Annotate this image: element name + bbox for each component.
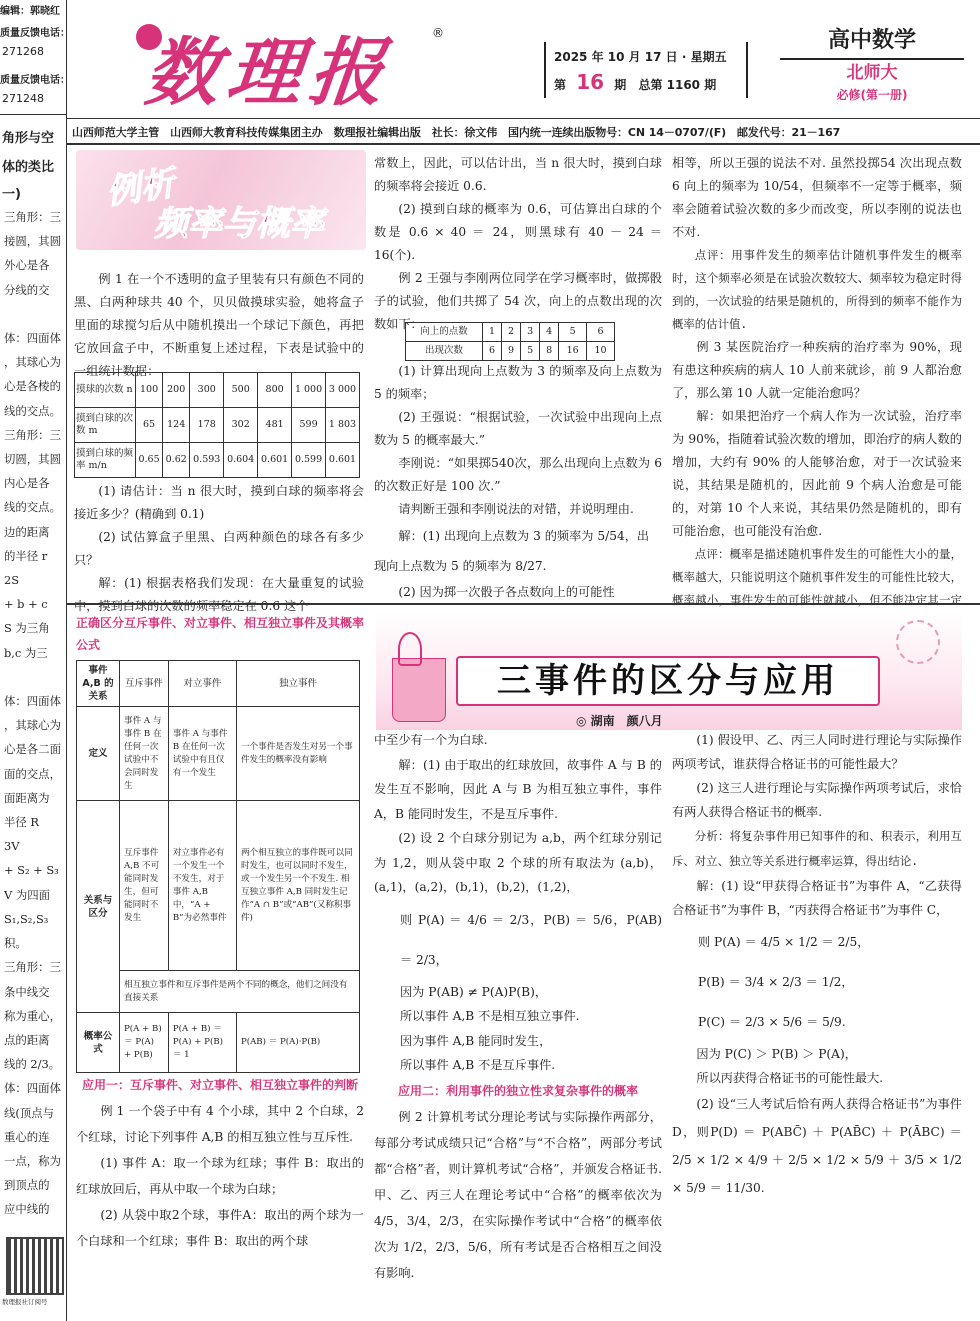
prob-a: 则 P(A) ＝ 4/5 × 1/2 ＝ 2/5，	[698, 935, 870, 949]
section2-banner	[376, 612, 962, 730]
example-2-q4: 请判断王强和李刚说法的对错，并说明理由.	[398, 502, 634, 516]
section1-column-c	[672, 152, 962, 607]
prob-b: P(B) ＝ 3/4 × 2/3 ＝ 1/2，	[698, 975, 854, 989]
stats-cell: 1 000	[292, 373, 326, 408]
stats-row	[75, 373, 360, 408]
stats-row-label: 摸球的次数 n	[75, 373, 136, 408]
application-1-heading: 应用一：互斥事件、对立事件、相互独立事件的判断	[81, 1078, 358, 1092]
summary-box-title: 正确区分互斥事件、对立事件、相互独立事件及其概率公式	[76, 616, 365, 652]
example-1-q2: (2) 试估算盒子里黑、白两种颜色的球各有多少只？	[74, 530, 364, 567]
side-text-line: 面的交点，	[4, 766, 61, 781]
dice-face-label: 向上的点数	[406, 323, 483, 342]
side-text-line: ，其球心为	[4, 355, 61, 370]
stats-cell: 0.604	[224, 443, 258, 478]
stats-cell: 65	[136, 408, 163, 443]
formula-complementary: P(A + B) ＝ P(A) + P(B) ＝ 1	[168, 1013, 236, 1073]
side-text-line: 到顶点的	[4, 1178, 50, 1193]
section2-column-right	[672, 728, 962, 1321]
scissors-icon	[398, 632, 422, 666]
section1-banner	[76, 150, 366, 250]
example-2-s1: 解：(1) 出现向上点数为 3 的频率为 5/54，出	[398, 529, 650, 543]
stats-cell: 200	[163, 373, 190, 408]
s2-example-1: 例 1 一个袋子中有 4 个小球，其中 2 个白球，2 个红球，讨论下列事件 A,B 的相互独立性与互斥性.	[76, 1104, 364, 1144]
stats-table	[74, 372, 360, 478]
qr-caption: 数理报社订阅号	[2, 1298, 48, 1306]
feedback-number-1: 271268	[2, 45, 44, 58]
flower-icon	[896, 620, 940, 664]
example-2-s3: (2) 因为掷一次骰子各点数向上的可能性	[398, 585, 615, 599]
definition-independent: 一个事件是否发生对另一个事件发生的概率没有影响	[236, 707, 359, 801]
example-1-solution: 解：(1) 根据表格我们发现：在大量重复的试验中，摸到白球的次数的频率稳定在 0.6 这个	[74, 576, 364, 613]
side-text-line: 线(顶点与	[4, 1105, 55, 1120]
subject-block	[766, 26, 978, 116]
relation-exclusive: 互斥事件 A,B 不可能同时发生，但可能同时不发生	[120, 801, 169, 971]
side-text-line: S 为三角	[4, 621, 50, 636]
masthead	[66, 0, 980, 120]
side-text-line: 线的交点。	[4, 500, 61, 515]
side-text-line: 线的交点。	[4, 403, 61, 418]
section1-column-b-lower	[374, 360, 662, 600]
relation-complementary: 对立事件必有一个发生一个不发生，对于事件 A,B 中，“A + B”为必然事件	[168, 801, 236, 971]
dice-count-label: 出现次数	[406, 342, 483, 361]
issue-suffix: 期	[614, 78, 627, 92]
registered-mark: ®	[432, 26, 444, 40]
stats-cell: 0.593	[190, 443, 224, 478]
row-relation-label: 关系与区分	[77, 801, 120, 1013]
dice-count-cell: 6	[483, 342, 502, 361]
side-text-line: 接圆，其圆	[4, 234, 61, 249]
side-text-line: 三角形：三	[4, 960, 61, 975]
col-c-p1: 相等，所以王强的说法不对. 虽然投掷54 次出现点数6 向上的频率为 10/54，但频率不一定等于概率，频率会随着试验次数的多少而改变，所以李刚的说法也不对.	[672, 156, 962, 239]
stats-cell: 0.599	[292, 443, 326, 478]
section2-column-left	[76, 1072, 364, 1321]
col-b-p1: 常数上，因此，可以估计出，当 n 很大时，摸到白球的频率将会接近 0.6.	[374, 156, 662, 193]
mid-p3: (2) 设 2 个白球分别记为 a,b，两个红球分别记为 1,2，则从袋中取 2 个球的所有取法为 (a,b)，(a,1)，(a,2)，(b,1)，(b,2)，(1,2)，	[374, 831, 662, 894]
row-definition-label: 定义	[77, 707, 120, 801]
header-complementary: 对立事件	[168, 661, 236, 707]
feedback-number-2: 271248	[2, 92, 44, 105]
stats-cell: 100	[136, 373, 163, 408]
formula-independent: P(AB) ＝ P(A)·P(B)	[236, 1013, 359, 1073]
stats-cell: 0.62	[163, 443, 190, 478]
side-text-line: 体：四面体	[4, 1081, 61, 1096]
issue-date: 2025 年 10 月 17 日 · 星期五	[554, 50, 727, 64]
example-2-text: 例 2 王强与李刚两位同学在学习概率时，做掷骰子的试验，他们共掷了 54 次，向上的点数出现的次数如下：	[374, 271, 662, 331]
side-text-line: 分线的交	[4, 282, 50, 297]
stats-row	[75, 408, 360, 443]
stats-cell: 0.65	[136, 443, 163, 478]
info-bar: 山西师范大学主管 山西师大教育科技传媒集团主办 数理报社编辑出版 社长：徐文伟 国内统一连续出版物号：CN 14－0707/(F) 邮发代号：21－167	[72, 126, 841, 139]
dice-face-cell: 5	[559, 323, 587, 342]
dice-count-cell: 9	[502, 342, 521, 361]
issue-number: 16	[576, 70, 605, 94]
right-q2: (2) 这三人进行理论与实际操作两项考试后，求恰有两人获得合格证书的概率.	[672, 781, 962, 819]
side-text-line: V 为四面	[4, 887, 51, 902]
side-text-line: 称为重心，	[4, 1008, 61, 1023]
side-article-text	[4, 205, 66, 1222]
dice-face-cell: 6	[587, 323, 615, 342]
side-text-line: 应中线的	[4, 1202, 50, 1217]
side-article-title-2: 体的类比	[2, 160, 55, 175]
section1-column-b	[374, 152, 662, 331]
s2-example-1-q1: (1) 事件 A：取一个球为红球；事件 B：取出的红球放回后，再从中取一个球为白球；	[76, 1156, 364, 1196]
section2-column-middle	[374, 728, 662, 1321]
side-text-line: 的半径 r	[4, 548, 48, 563]
side-text-line: 条中线交	[4, 984, 50, 999]
s2-example-1-q2: (2) 从袋中取2个球，事件A：取出的两个球为一个白球和一个红球；事件 B：取出的两个球	[76, 1208, 364, 1248]
math-line-3: 所以事件 A,B 不是相互独立事件.	[400, 1009, 580, 1023]
side-text-line: ，其球心为	[4, 718, 61, 733]
side-text-line: 边的距离	[4, 524, 50, 539]
subject-title: 高中数学	[827, 28, 916, 53]
summary-table	[76, 660, 360, 1073]
example-1-q1: (1) 请估计：当 n 很大时，摸到白球的频率将会接近多少？(精确到 0.1)	[74, 484, 364, 521]
definition-complementary: 事件 A 与事件 B 在任何一次试验中有且仅有一个发生	[168, 707, 236, 801]
side-text-line: 三角形：三	[4, 210, 61, 224]
side-text-line: 三角形：三	[4, 427, 61, 442]
volume: 必修(第一册)	[836, 88, 908, 102]
dice-count-cell: 16	[559, 342, 587, 361]
author-byline: ◎ 湖南 颜八月	[576, 714, 663, 728]
side-text-line: 外心是各	[4, 258, 50, 273]
side-text-line: 心是各二面	[4, 742, 61, 757]
side-text-line: 重心的连	[4, 1129, 50, 1144]
header-mutually-exclusive: 互斥事件	[120, 661, 169, 707]
stats-row-label: 摸到白球的次数 m	[75, 408, 136, 443]
math-line-2: 因为 P(AB) ≠ P(A)P(B)，	[400, 984, 548, 999]
dice-face-cell: 1	[483, 323, 502, 342]
issue-total: 总第 1160 期	[638, 78, 717, 92]
stats-cell: 500	[224, 373, 258, 408]
mid-p1: 中至少有一个为白球.	[374, 733, 488, 747]
example-2-q2: (2) 王强说：“根据试验，一次试验中出现向上点数为 5 的概率最大.”	[374, 410, 662, 447]
banner-title-1: 例析	[104, 163, 177, 213]
example-2-s2: 现向上点数为 5 的频率为 8/27.	[374, 559, 547, 573]
dice-face-cell: 3	[521, 323, 540, 342]
side-text-line: + S₂ + S₃	[4, 863, 59, 878]
right-q1: (1) 假设甲、乙、丙三人同时进行理论与实际操作两项考试，谁获得合格证书的可能性最大？	[672, 733, 962, 771]
solution-1: 解：(1) 设“甲获得合格证书”为事件 A，“乙获得合格证书”为事件 B，“丙获得合格证书”为事件 C，	[672, 879, 962, 917]
prob-c: P(C) ＝ 2/3 × 5/6 ＝ 5/9.	[698, 1015, 846, 1029]
example-2-q3: 李刚说：“如果掷540次，那么出现向上点数为 6 的次数正好是 100 次.”	[374, 456, 662, 493]
stats-cell: 300	[190, 373, 224, 408]
side-text-line: 内心是各	[4, 476, 50, 491]
side-text-line: 半径 R	[4, 815, 39, 830]
example-1-text: 例 1 在一个不透明的盒子里装有只有颜色不同的黑、白两种球共 40 个，贝贝做摸球实验，她将盒子里面的球搅匀后从中随机摸出一个球记下颜色，再把它放回盒子中，不断重复上述过程，下表是试验中的一组统计数据：	[74, 272, 364, 378]
stats-cell: 800	[258, 373, 292, 408]
stats-cell: 3 000	[326, 373, 360, 408]
header-independent: 独立事件	[236, 661, 359, 707]
side-text-line	[4, 665, 66, 689]
dice-count-cell: 10	[587, 342, 615, 361]
example-3-solution: 解：如果把治疗一个病人作为一次试验，治疗率为 90%，指随着试验次数的增加，即治疗的病人数的增加，大约有 90% 的人能够治愈，对于一次试验来说，其结果是随机的，因此前 9 个病人治愈是可能的，对第 10 个人来说，其结果仍然是随机的，即有可能治愈，也可能没有治愈.	[672, 409, 962, 538]
stats-cell: 302	[224, 408, 258, 443]
side-text-line	[4, 302, 66, 326]
side-text-line: 点的距离	[4, 1032, 50, 1047]
feedback-label-1: 质量反馈电话：	[0, 28, 70, 39]
section1-column-a-lower	[74, 480, 364, 613]
dice-count-cell: 5	[521, 342, 540, 361]
formula-exclusive: P(A + B) ＝ P(A) + P(B)	[120, 1013, 169, 1073]
example-3-text: 例 3 某医院治疗一种疾病的治疗率为 90%，现有患这种疾病的病人 10 人前来就诊，前 9 人都治愈了，那么第 10 人就一定能治愈吗？	[672, 340, 962, 400]
side-article-title-1: 角形与空	[2, 131, 55, 146]
stats-cell: 481	[258, 408, 292, 443]
comment-1: 点评：用事件发生的频率估计随机事件发生的概率时，这个频率必须是在试验次数较大、频率较为稳定时得到的，一次试验的结果是随机的，所得到的频率不能作为概率的估计值.	[672, 248, 962, 331]
side-article-title-3: 一)	[2, 187, 21, 202]
side-text-line: b,c 为三	[4, 645, 48, 660]
title-box	[456, 656, 880, 706]
side-text-line: 一点，称为	[4, 1153, 61, 1168]
stats-cell: 178	[190, 408, 224, 443]
summary-corner: 事件 A,B 的关系	[77, 661, 120, 707]
math-line-1: 则 P(A) ＝ 4/6 ＝ 2/3，P(B) ＝ 5/6，P(AB) ＝ 2/3，	[400, 912, 662, 967]
side-text-line: 2S	[4, 573, 20, 588]
relation-note: 相互独立事件和互斥事件是两个不同的概念，他们之间没有直接关系	[120, 971, 360, 1013]
comment-2: 点评：概率是描述随机事件发生的可能性大小的量，概率越大，只能说明这个随机事件发生的可能性比较大，概率越小，事件发生的可能性就越小，但不能决定其一定	[672, 547, 962, 607]
dice-face-cell: 2	[502, 323, 521, 342]
dice-table	[405, 322, 615, 361]
application-2-heading: 应用二：利用事件的独立性求复杂事件的概率	[398, 1083, 639, 1098]
analysis: 分析：将复杂事件用已知事件的和、积表示，利用互斥、对立、独立等关系进行概率运算，得出结论.	[672, 829, 962, 868]
dice-count-cell: 8	[540, 342, 559, 361]
qr-code	[6, 1237, 64, 1295]
s2-example-2: 例 2 计算机考试分理论考试与实际操作两部分，每部分考试成绩只记“合格”与“不合格”，两部分考试都“合格”者，则计算机考试“合格”，并颁发合格证书. 甲、乙、丙三人在理论考试中“合格”的概率依次为 4/5，3/4，2/3，在实际操作考试中“合格”的概率依次为 1/2，2/3，5/6，所有考试是否合格相互之间没有影响.	[374, 1109, 662, 1280]
stats-cell: 1 803	[326, 408, 360, 443]
side-text-line: 面距离为	[4, 790, 50, 805]
section2-title: 三事件的区分与应用	[497, 661, 839, 701]
stats-cell: 124	[163, 408, 190, 443]
feedback-label-2: 质量反馈电话：	[0, 75, 70, 86]
banner-title-2: 频率与概率	[154, 204, 324, 244]
side-text-line: 积。	[4, 936, 27, 951]
pencil-cup-icon	[392, 658, 446, 722]
comparison: 因为 P(C) ＞ P(B) ＞ P(A)，	[696, 1047, 857, 1061]
side-text-line: 切圆，其圆	[4, 452, 61, 467]
mid-p2: 解：(1) 由于取出的红球放回，故事件 A 与 B 的发生互不影响，因此 A 与 B 为相互独立事件，事件 A，B 能同时发生，不是互斥事件.	[374, 757, 662, 821]
solution-2: (2) 设“三人考试后恰有两人获得合格证书”为事件D，则P(D) ＝ P(ABC̄) ＋ P(AB̄C) ＋ P(ĀBC) ＝ 2/5 × 1/2 × 4/9 ＋ 2/5 × 1/2 × 5/9 ＋ 3/5 × 1/2 × 5/9 ＝ 11/30.	[672, 1097, 962, 1195]
left-strip	[0, 0, 70, 1321]
editor-credit: 编辑：郭晓红	[0, 6, 60, 17]
side-text-line: + b + c	[4, 597, 48, 612]
stats-cell: 0.601	[258, 443, 292, 478]
side-text-line: 线的 2/3。	[4, 1057, 61, 1072]
stats-row-label: 摸到白球的频率 m/n	[75, 443, 136, 478]
example-2-q1: (1) 计算出现向上点数为 3 的频率及向上点数为 5 的频率；	[374, 364, 662, 401]
issue-label: 第	[554, 78, 567, 92]
conclusion: 所以丙获得合格证书的可能性最大.	[696, 1071, 884, 1085]
col-b-p2: (2) 摸到白球的概率为 0.6，可估算出白球的个数是 0.6 × 40 ＝ 24，则黑球有 40 － 24 ＝ 16(个).	[374, 202, 662, 262]
side-text-line: 体：四面体	[4, 331, 61, 346]
definition-exclusive: 事件 A 与事件 B 在任何一次试验中不会同时发生	[120, 707, 169, 801]
row-formula-label: 概率公式	[77, 1013, 120, 1073]
masthead-logo: 数理报	[140, 30, 396, 116]
side-text-line: 体：四面体	[4, 694, 61, 709]
relation-independent: 两个相互独立的事件既可以同时发生，也可以同时不发生，或一个发生另一个不发生. 相互独立事件 A,B 同时发生记作“A ∩ B”或“AB”(又称积事件)	[236, 801, 359, 971]
stats-cell: 0.601	[326, 443, 360, 478]
side-text-line: S₁,S₂,S₃	[4, 911, 49, 926]
side-text-line: 3V	[4, 839, 20, 854]
stats-row	[75, 443, 360, 478]
edition: 北师大	[846, 63, 898, 83]
math-line-4: 因为事件 A,B 能同时发生，	[400, 1033, 552, 1048]
math-line-5: 所以事件 A,B 不是互斥事件.	[400, 1058, 556, 1072]
side-text-line: 心是各棱的	[4, 379, 61, 394]
stats-cell: 599	[292, 408, 326, 443]
dice-face-cell: 4	[540, 323, 559, 342]
issue-box	[544, 42, 748, 98]
